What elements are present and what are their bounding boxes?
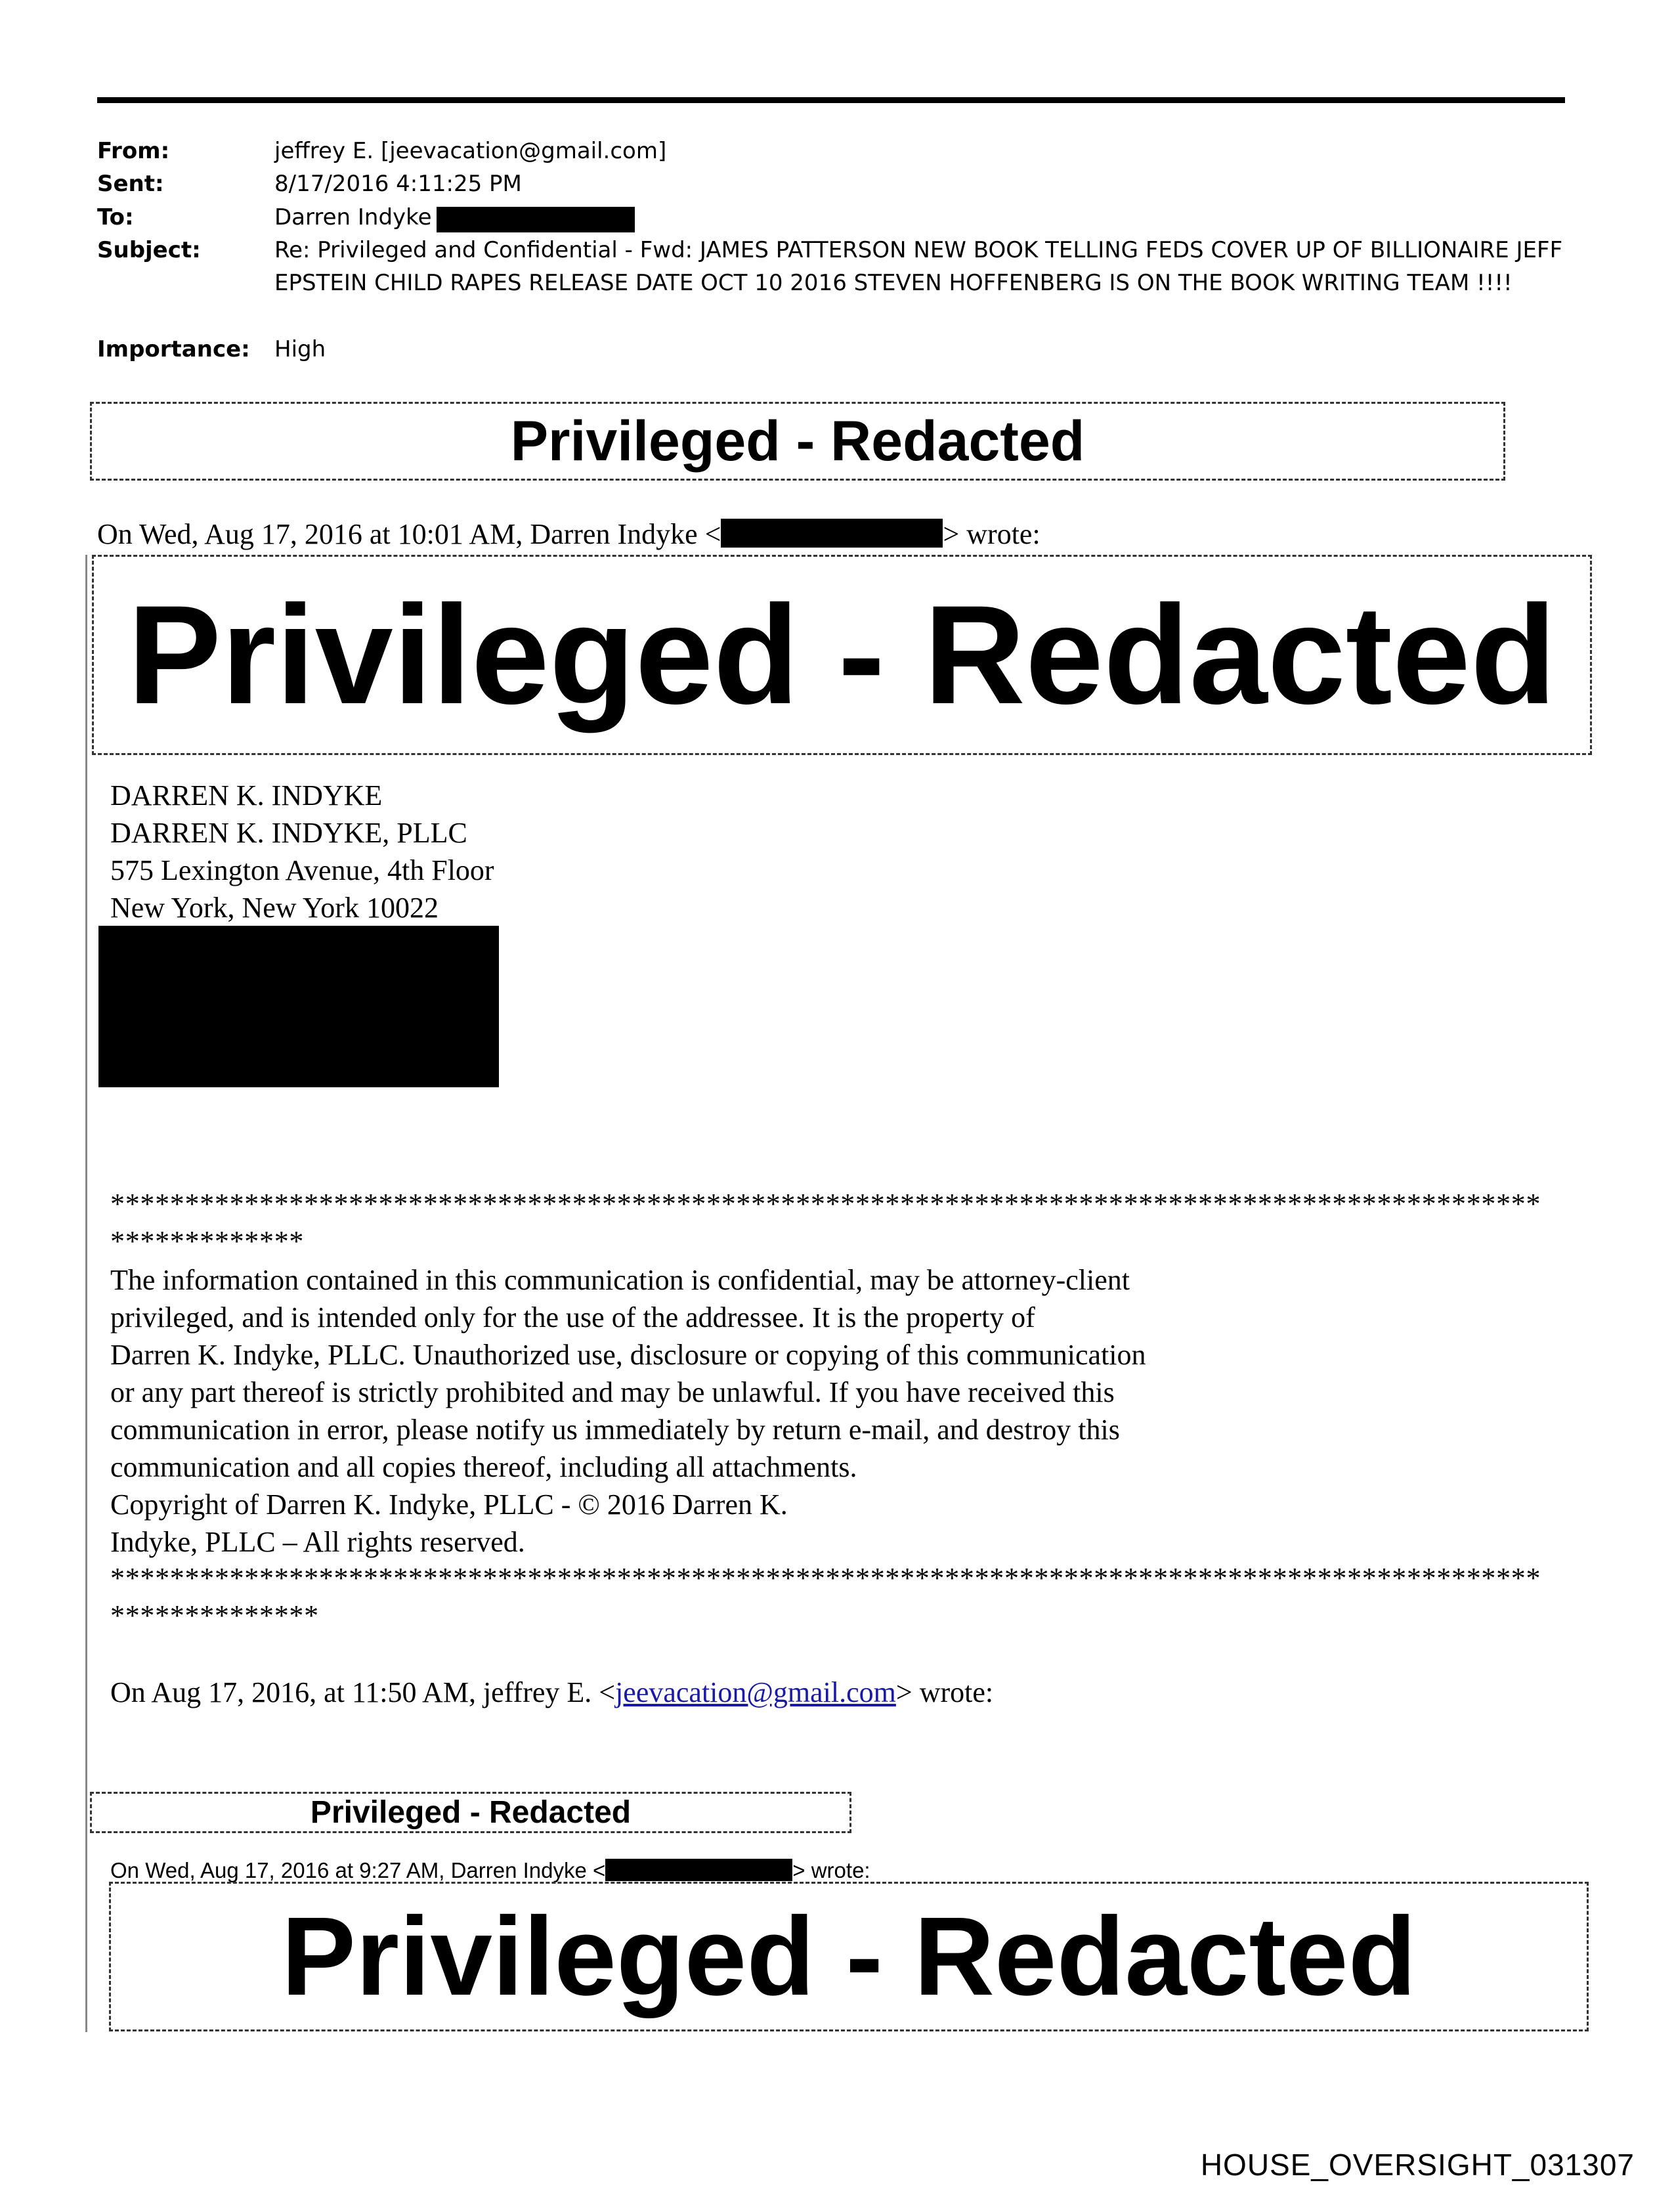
privileged-redacted-label-3: Privileged - Redacted bbox=[310, 1795, 632, 1830]
disclaimer-line-4: or any part thereof is strictly prohibited and may be unlawful. If you have received this bbox=[110, 1376, 1115, 1408]
quote-1-prefix: On Wed, Aug 17, 2016 at 10:01 AM, Darren Indyke < bbox=[97, 518, 721, 550]
quote-header-1 bbox=[97, 517, 1041, 552]
signature-line-4: New York, New York 10022 bbox=[110, 892, 439, 924]
top-rule bbox=[97, 97, 1565, 103]
privileged-redacted-box-4 bbox=[109, 1882, 1589, 2031]
signature-line-2: DARREN K. INDYKE, PLLC bbox=[110, 817, 467, 849]
from-label: From: bbox=[97, 138, 170, 164]
to-value: Darren Indyke bbox=[274, 204, 432, 230]
privileged-redacted-label-4: Privileged - Redacted bbox=[281, 1894, 1417, 2019]
privileged-redacted-box-2 bbox=[92, 555, 1592, 755]
privileged-redacted-box-3 bbox=[90, 1792, 851, 1833]
disclaimer-line-3: Darren K. Indyke, PLLC. Unauthorized use, disclosure or copying of this communication bbox=[110, 1339, 1146, 1371]
disclaimer-line-7: Copyright of Darren K. Indyke, PLLC - © 2016 Darren K. bbox=[110, 1488, 788, 1521]
stars-divider-bottom: ************************************************************************************************ bbox=[110, 1562, 1541, 1594]
quote-3-prefix: On Wed, Aug 17, 2016 at 9:27 AM, Darren Indyke < bbox=[110, 1858, 606, 1882]
stars-divider-bottom-end: ************** bbox=[110, 1599, 319, 1632]
importance-label: Importance: bbox=[97, 336, 250, 362]
disclaimer-line-5: communication in error, please notify us immediately by return e-mail, and destroy this bbox=[110, 1414, 1120, 1446]
quote-2-prefix: On Aug 17, 2016, at 11:50 AM, jeffrey E. < bbox=[110, 1676, 616, 1708]
to-label: To: bbox=[97, 204, 134, 230]
quote-2-suffix: > wrote: bbox=[895, 1676, 994, 1708]
subject-label: Subject: bbox=[97, 237, 201, 263]
bates-number: HOUSE_OVERSIGHT_031307 bbox=[1200, 2148, 1635, 2182]
disclaimer-line-6: communication and all copies thereof, including all attachments. bbox=[110, 1451, 857, 1483]
email-link[interactable]: jeevacation@gmail.com bbox=[615, 1676, 896, 1708]
privileged-redacted-label-2: Privileged - Redacted bbox=[127, 576, 1556, 733]
redaction-bar-email-3 bbox=[605, 1859, 792, 1881]
privileged-redacted-label-1: Privileged - Redacted bbox=[510, 409, 1085, 473]
quote-1-suffix: > wrote: bbox=[943, 518, 1041, 550]
subject-line-2: EPSTEIN CHILD RAPES RELEASE DATE OCT 10 2016 STEVEN HOFFENBERG IS ON THE BOOK WRITING TEAM !!!! bbox=[274, 270, 1513, 296]
stars-divider-top-end: ************* bbox=[110, 1225, 305, 1257]
subject-line-1: Re: Privileged and Confidential - Fwd: JAMES PATTERSON NEW BOOK TELLING FEDS COVER UP OF BILLIONAIRE JEFF bbox=[274, 237, 1563, 263]
sent-value: 8/17/2016 4:11:25 PM bbox=[274, 171, 522, 197]
privileged-redacted-box-1 bbox=[90, 402, 1505, 481]
importance-value: High bbox=[274, 336, 326, 362]
quote-header-3 bbox=[110, 1857, 870, 1884]
disclaimer-line-2: privileged, and is intended only for the use of the addressee. It is the property of bbox=[110, 1301, 1035, 1334]
disclaimer-line-8: Indyke, PLLC – All rights reserved. bbox=[110, 1526, 525, 1558]
signature-line-1: DARREN K. INDYKE bbox=[110, 779, 383, 812]
disclaimer-line-1: The information contained in this communication is confidential, may be attorney-client bbox=[110, 1264, 1130, 1296]
signature-line-3: 575 Lexington Avenue, 4th Floor bbox=[110, 854, 494, 886]
quote-header-2 bbox=[110, 1674, 993, 1711]
from-value: jeffrey E. [jeevacation@gmail.com] bbox=[274, 138, 667, 164]
quote-3-suffix: > wrote: bbox=[792, 1858, 870, 1882]
redaction-block-signature bbox=[98, 926, 499, 1087]
redaction-bar-to bbox=[437, 207, 635, 232]
quote-left-rule bbox=[85, 555, 87, 2032]
sent-label: Sent: bbox=[97, 171, 164, 197]
redaction-bar-email-1 bbox=[721, 519, 943, 548]
stars-divider-top: ************************************************************************************************ bbox=[110, 1188, 1541, 1220]
